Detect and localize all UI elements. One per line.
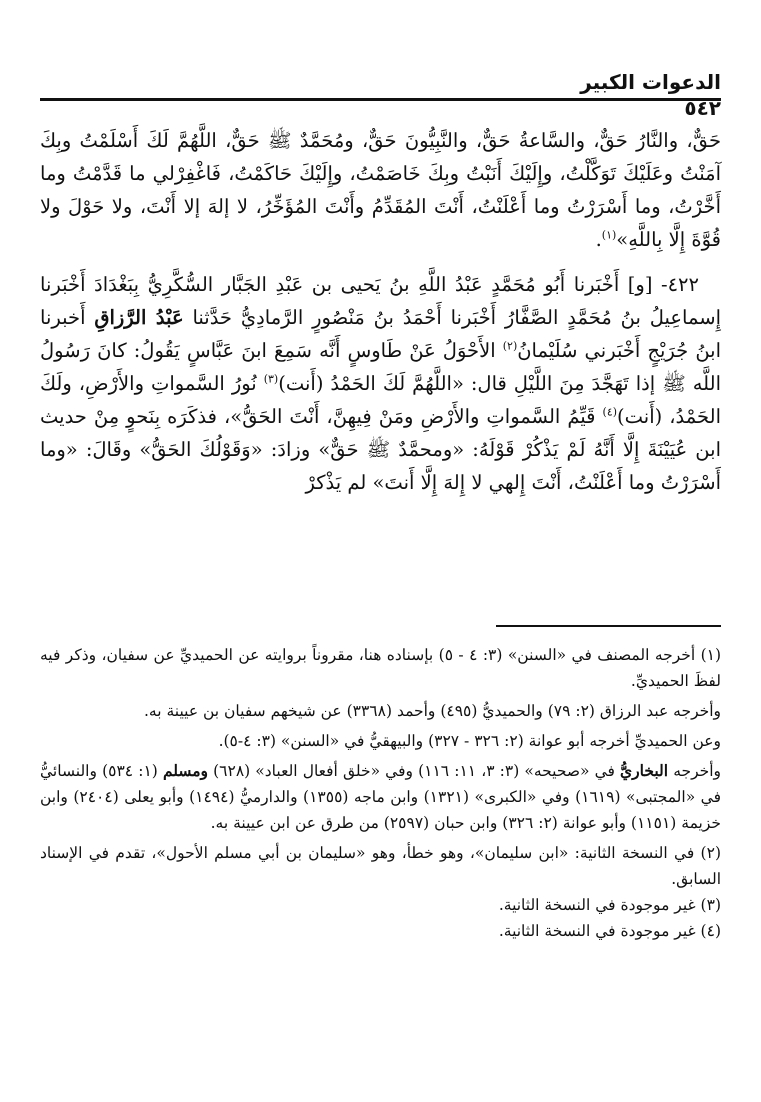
footnote-4: (٤) غير موجودة في النسخة الثانية. <box>498 922 721 940</box>
footnote-ref-1: (١) <box>601 228 617 242</box>
main-text <box>40 124 721 499</box>
hadith-continuation: حَقٌّ، والنَّارُ حَقٌّ، والسَّاعةُ حَقٌّ، والنَّبِيُّونَ حَقٌّ، ومُحَمَّدٌ ﷺ حَقٌّ، اللَّهُمَّ لَكَ أَسْلَمْتُ وبِكَ آمَنْتُ وعَلَيْكَ تَوَكَّلْتُ، وإِلَيْكَ أَنَبْتُ وبِكَ خَاصَمْتُ، وإِلَيْكَ حَاكَمْتُ، فَاغْفِرْلي ما قَدَّمْتُ وما أَخَّرْتُ، وما أَسْرَرْتُ وما أَعْلَنْتُ، أَنْتَ المُقَدِّمُ وأَنْتَ المُؤَخِّرُ، لا إلهَ إلا أَنْتَ، ولا حَوْلَ ولا قُوَّةَ إِلَّا بِاللَّهِ»$^{(١)}$. <box>40 129 721 251</box>
narrator-bold: عَبْدُ الرَّزاقِ <box>94 306 184 329</box>
page-number: ٥٤٢ <box>684 96 721 120</box>
matn-text-e: قَيِّمُ السَّمواتِ والأَرْضِ ومَنْ فِيهِنَّ، أَنْتَ الحَقُّ»، فذكَرَه بِنَحوٍ مِنْ حديث ابن عُيَيْنَةَ إِلَّا أَنَّهُ لَمْ يَذْكُرْ قَوْلَهُ: «ومحمَّدٌ ﷺ حَقٌّ» وزادَ: «وَقَوْلُكَ الحَقُّ» وقَالَ: «وما أَسْرَرْتُ وما أَعْلَنْتُ، أَنْتَ إِلهي لا إِلهَ إِلَّا أَنتَ» لم يَذْكرْ <box>40 405 721 494</box>
isnad-text-c: الأَحْوَلُ عَنْ طَاوسٍ أَنَّه سَمِعَ ابنَ عَبَّاسٍ يَقُولُ: كانَ رَسُولُ اللَّه ﷺ إذا تَهَجَّدَ مِنَ اللَّيْلِ قال: «اللَّهُمَّ لَكَ الحَمْدُ (أَنت) <box>40 339 721 395</box>
footnote-1: (١) أخرجه المصنف في «السنن» (٣: ٤ - ٥) بإسناده هنا، مقروناً بروايته عن الحميديِّ عن سفيان، وذكر فيه لفظَ الحميديِّ. <box>40 646 722 690</box>
footnote-ref-2: (٢) <box>502 339 518 353</box>
matn-text-d: نُورُ السَّمواتِ والأَرْضِ، ولَكَ الحَمْدُ، (أَنت) <box>40 372 721 428</box>
fn-text: وأخرجه <box>673 762 722 780</box>
footnote-separator <box>496 625 721 627</box>
footnote-1-part-c: وعن الحميديِّ أخرجه أبو عوانة (٢: ٣٢٦ - ٣٢٧) والبيهقيُّ في «السنن» (٣: ٤-٥). <box>218 732 721 750</box>
running-title: الدعوات الكبير <box>580 70 721 94</box>
footnote-2: (٢) في النسخة الثانية: «ابن سليمان»، وهو خطأ، وهو «سليمان بن أبي مسلم الأحول»، تقدم في الإسناد السابق. <box>40 844 721 888</box>
page-header <box>40 62 721 101</box>
footnote-ref-4: (٤) <box>602 405 618 419</box>
fn-muslim: ومسلم <box>162 761 208 780</box>
fn-text-post: (١: ٥٣٤) والنسائيُّ في «المجتبى» (١٦١٩) وفي «الكبرى» (١٣٢١) وابن ماجه (١٣٥٥) والدارميُّ (١٤٩٤) وأبو يعلى (٢٤٠٤) وابن خزيمة (١١٥١) وأبو عوانة (٢: ٣٢٦) وابن حبان (٢٥٩٧) من طرق عن ابن عيينة به. <box>40 762 721 832</box>
fn-text-mid: في «صحيحه» (٣: ٣، ١١: ١١٦) وفي «خلق أفعال العباد» (٦٢٨) <box>213 762 615 780</box>
fn-bukhari: البخاريُّ <box>620 761 669 780</box>
isnad-text-a: ٤٢٢- [و] أَخْبَرنا أَبُو مُحَمَّدٍ عَبْدُ اللَّهِ بنُ يَحيى بن عَبْدِ الجَبَّار السُّكَّرِيُّ بِبَغْدَادَ أَخْبَرنا إِسماعِيلُ بنُ مُحَمَّدٍ الصَّفَّارُ أَخْبَرنا أَحْمَدُ بنُ مَنْصُورٍ الرَّمادِيُّ حَدَّثنا <box>40 273 721 329</box>
continuation-text: حَقٌّ، والنَّارُ حَقٌّ، والسَّاعةُ حَقٌّ، والنَّبِيُّونَ حَقٌّ، ومُحَمَّدٌ ﷺ حَقٌّ، اللَّهُمَّ لَكَ أَسْلَمْتُ وبِكَ آمَنْتُ وعَلَيْكَ تَوَكَّلْتُ، وإِلَيْكَ أَنَبْتُ وبِكَ خَاصَمْتُ، وإِلَيْكَ حَاكَمْتُ، فَاغْفِرْلي ما قَدَّمْتُ وما أَخَّرْتُ، وما أَسْرَرْتُ وما أَعْلَنْتُ، أَنْتَ المُقَدِّمُ وأَنْتَ المُؤَخِّرُ، لا إلهَ إلا أَنْتَ، ولا حَوْلَ ولا قُوَّةَ إِلَّا بِاللَّهِ» <box>40 129 721 251</box>
footnotes <box>40 642 721 944</box>
hadith-422 <box>40 268 721 499</box>
footnote-ref-3: (٣) <box>263 372 279 386</box>
footnote-3: (٣) غير موجودة في النسخة الثانية. <box>498 896 721 914</box>
footnote-1-part-d <box>40 758 721 836</box>
footnote-1-part-b: وأخرجه عبد الرزاق (٢: ٧٩) والحميديُّ (٤٩٥) وأحمد (٣٣٦٨) عن شيخهم سفيان بن عيينة به. <box>144 702 721 720</box>
isnad-text-b: أَخبرنا ابنُ جُرَيْجٍ أَخْبَرني سُلَيْمانُ <box>40 306 722 362</box>
